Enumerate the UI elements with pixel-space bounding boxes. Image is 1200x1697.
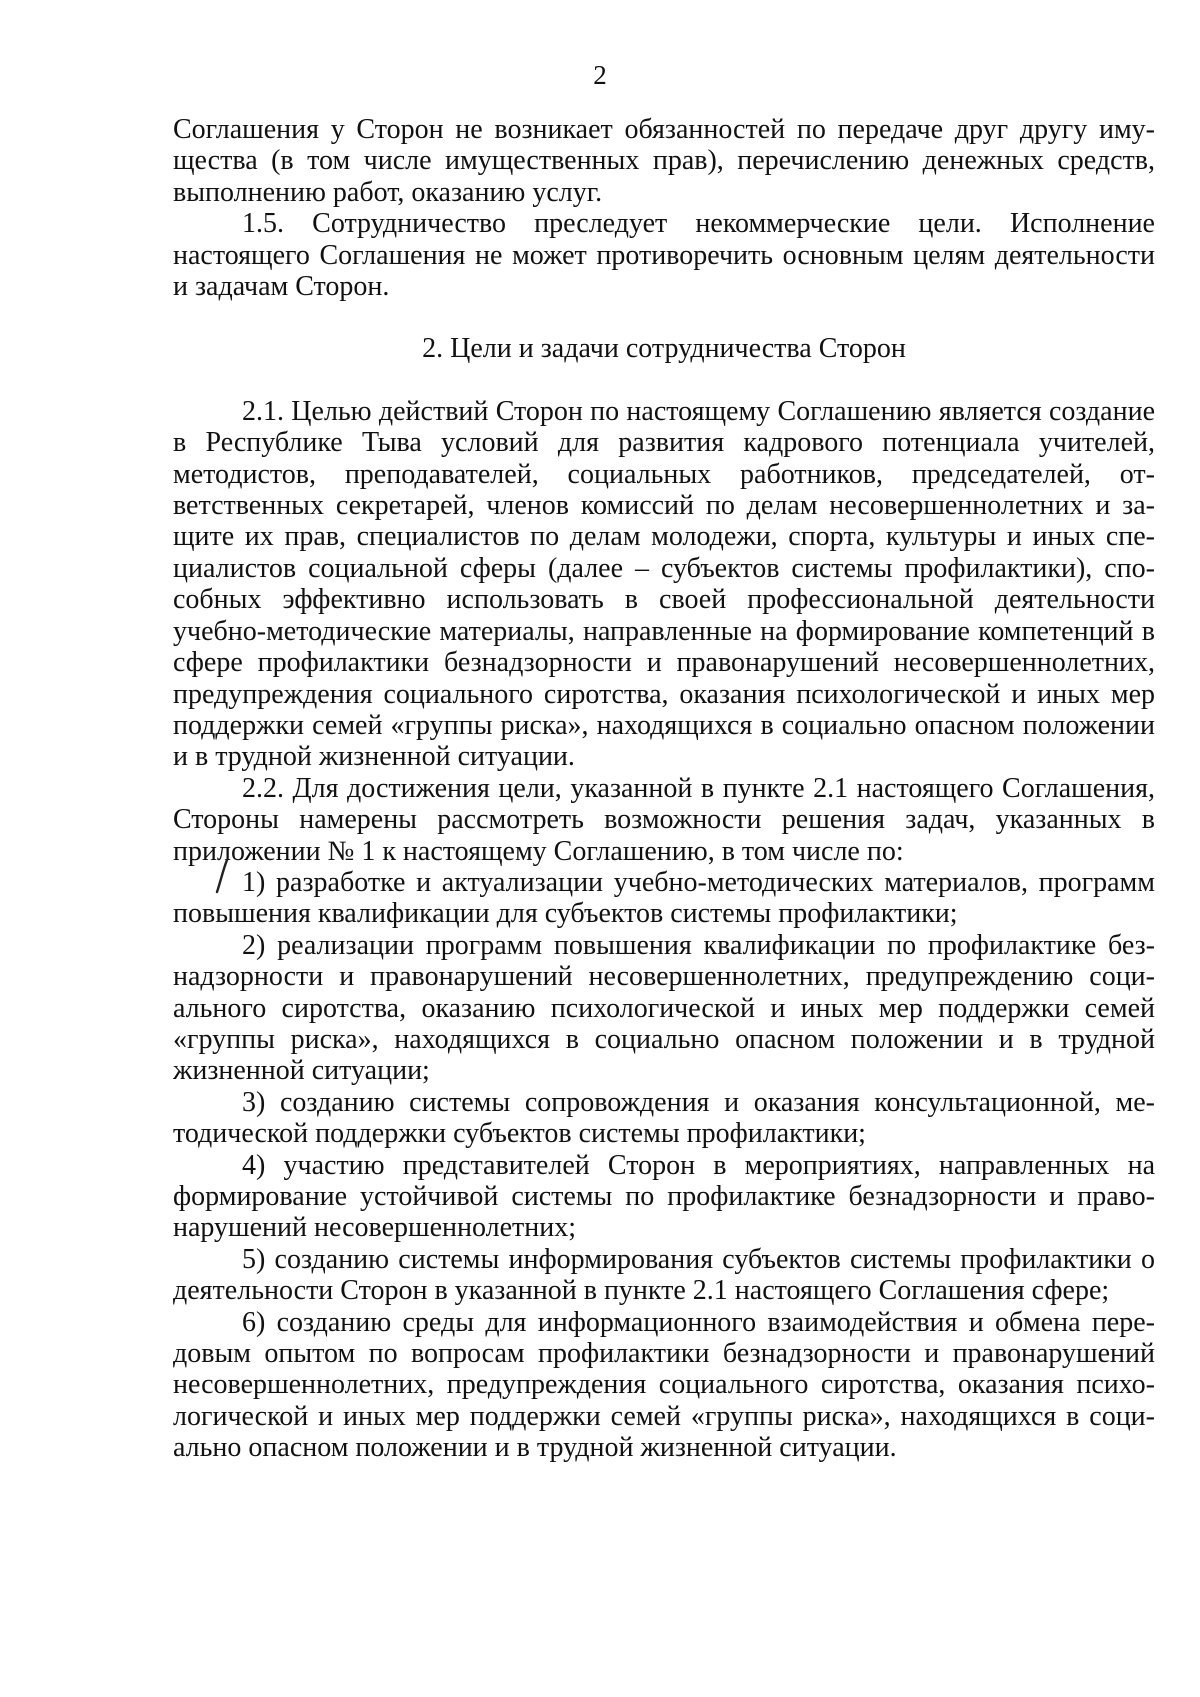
page-number: 2	[593, 60, 607, 90]
section-heading: 2. Цели и задачи сотрудничества Сторон	[422, 333, 906, 365]
list-item: 2) реализации программ повышения квалификации по профилактике безнадзорности и правонарушений несовершеннолетних, предупреждению социального сиротства, оказанию психологической и иных мер поддержки семей «группы риска», находящихся в социально опасном положении и в трудной жизненной ситуации;	[173, 929, 1155, 1087]
paragraph-2-1: 2.1. Целью действий Сторон по настоящему Соглашению является создание в Республике Тыва условий для развития кадрового потенциала учителей, методистов, преподавателей, социальных работников, председателей, ответственных секретарей, членов комиссий по делам несовершеннолетних и защите их прав, специалистов по делам молодежи, спорта, культуры и иных специалистов социальной сферы (далее – субъектов системы профилактики), способных эффективно использовать в своей профессиональной деятельности учебно-методические материалы, направленные на формирование компетенций в сфере профилактики безнадзорности и правонарушений несовершеннолетних, предупреждения социального сиротства, оказания психологической и иных мер поддержки семей «группы риска», находящихся в социально опасном положении и в трудной жизненной ситуации.	[173, 395, 1155, 773]
handwritten-comma-mark	[213, 856, 233, 896]
document-body	[173, 114, 1155, 1464]
paragraph-1-5: 1.5. Сотрудничество преследует некоммерческие цели. Исполнение настоящего Соглашения не может противоречить основным целям деятельности и задачам Сторон.	[173, 208, 1155, 303]
task-list	[173, 867, 1155, 1464]
list-item: 4) участию представителей Сторон в мероприятиях, направленных на формирование устойчивой системы по профилактике безнадзорности и правонарушений несовершеннолетних;	[173, 1149, 1155, 1244]
list-item: 3) созданию системы сопровождения и оказания консультационной, методической поддержки субъектов системы профилактики;	[173, 1086, 1155, 1150]
paragraph-continuation: Соглашения у Сторон не возникает обязанностей по передаче друг другу имущества (в том числе имущественных прав), перечислению денежных средств, выполнению работ, оказанию услуг.	[173, 114, 1155, 208]
list-item: 5) созданию системы информирования субъектов системы профилактики о деятельности Сторон в указанной в пункте 2.1 настоящего Соглашения сфере;	[173, 1243, 1155, 1307]
list-item: 1) разработке и актуализации учебно-методических материалов, программ повышения квалификации для субъектов системы профилактики;	[173, 866, 1155, 930]
list-item: 6) созданию среды для информационного взаимодействия и обмена передовым опытом по вопросам профилактики безнадзорности и правонарушений несовершеннолетних, предупреждения социального сиротства, оказания психологической и иных мер поддержки семей «группы риска», находящихся в социально опасном положении и в трудной жизненной ситуации.	[173, 1306, 1155, 1464]
paragraph-2-2: 2.2. Для достижения цели, указанной в пункте 2.1 настоящего Соглашения, Стороны намерены рассмотреть возможности решения задач, указанных в приложении № 1 к настоящему Соглашению, в том числе по:	[173, 772, 1155, 867]
